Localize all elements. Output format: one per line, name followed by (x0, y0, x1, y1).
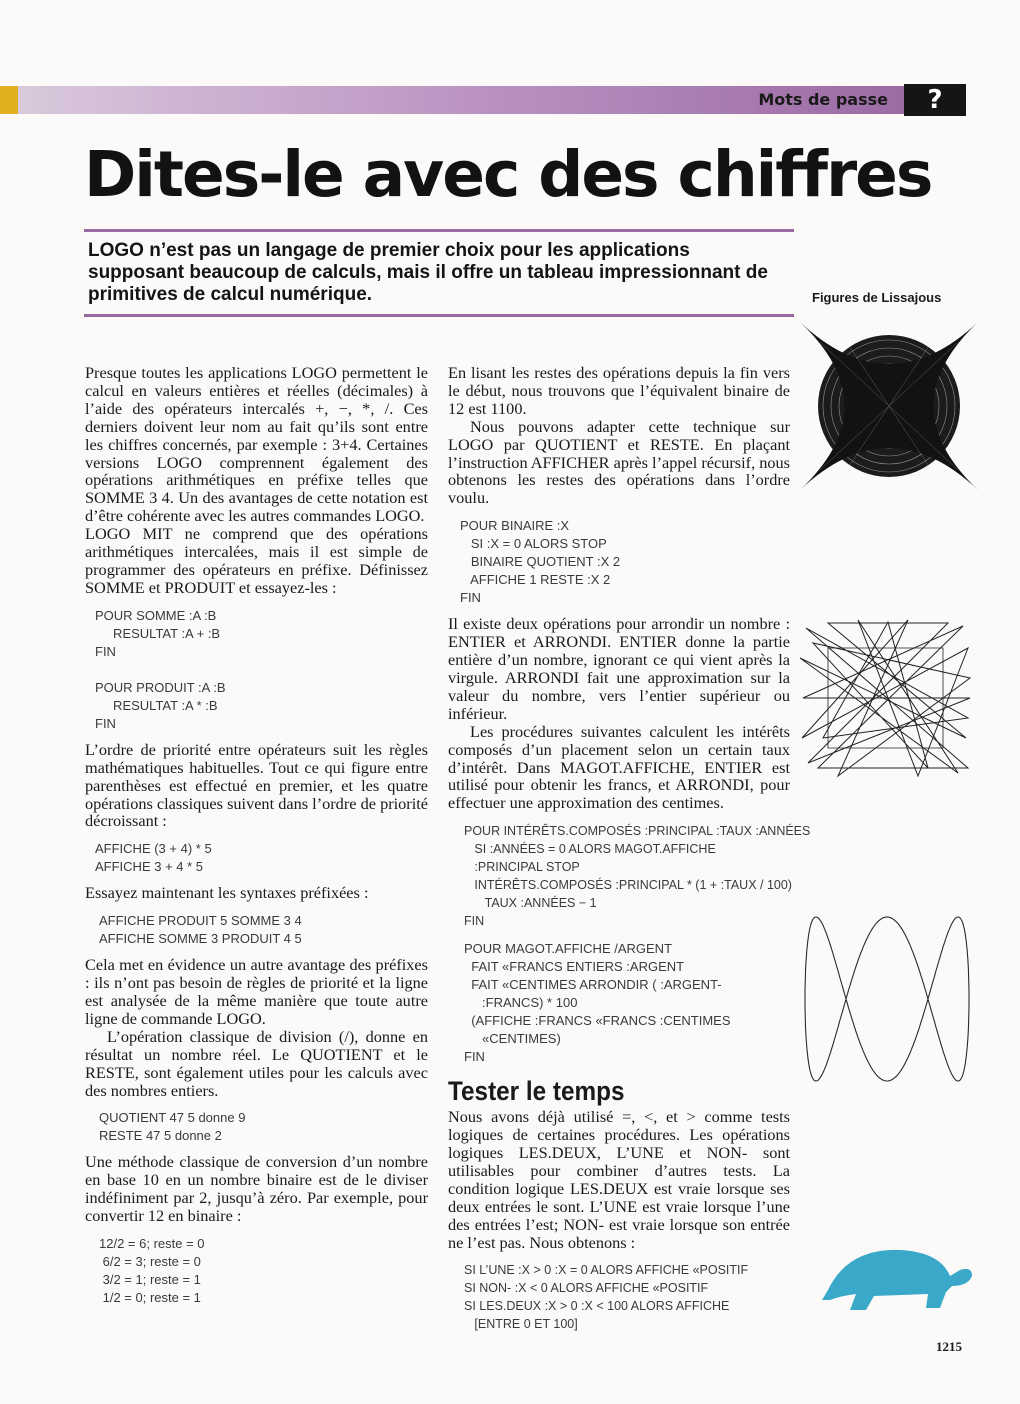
turtle-icon (800, 1242, 975, 1317)
code-block: SI L’UNE :X > 0 :X = 0 ALORS AFFICHE «POSITIF SI NON- :X < 0 ALORS AFFICHE «POSITIF SI LES.DEUX :X > 0 :X < 100 ALORS AFFICHE [ENTRE 0 ET 100] (464, 1263, 749, 1332)
paragraph: Il existe deux opérations pour arrondir un nombre : ENTIER et ARRONDI. ENTIER donne la partie entière d’un nombre, ignorant ce qui vient après la virgule. ARRONDI fait une approximation sur la valeur du nombre, vers l’entier supérieur ou inférieur. (448, 614, 790, 723)
figure-caption: Figures de Lissajous (812, 290, 942, 305)
paragraph: Cela met en évidence un autre avantage des préfixes : ils n’ont pas besoin de règles de priorité et la ligne est analysée de la même manière que toute autre ligne de commande LOGO. (85, 955, 428, 1028)
column-left (85, 364, 428, 1315)
bottom-rule (84, 314, 794, 317)
lissajous-figure-lines (798, 618, 973, 778)
lissajous-figure-star (800, 322, 978, 490)
section-label: Mots de passe (758, 90, 888, 109)
code-block: AFFICHE PRODUIT 5 SOMME 3 4 AFFICHE SOMME 3 PRODUIT 4 5 (99, 913, 302, 947)
paragraph: LOGO MIT ne comprend que des opérations arithmétiques intercalées, mais il est simple de programmer des opérateurs en préfixe. Définissez SOMME et PRODUIT et essayez-les : (85, 524, 428, 597)
paragraph: Les procédures suivantes calculent les intérêts composés d’un placement selon un certain taux d’intérêt. Dans MAGOT.AFFICHE, ENTIER est utilisé pour obtenir les francs, et ARRONDI, pour effectuer une approximation des centimes. (448, 721, 790, 813)
code-block: 12/2 = 6; reste = 0 6/2 = 3; reste = 0 3/2 = 1; reste = 1 1/2 = 0; reste = 1 (99, 1236, 205, 1306)
page-number: 1215 (936, 1339, 962, 1354)
paragraph: L’ordre de priorité entre opérateurs suit les règles mathématiques habituelles. Tout ce qui figure entre parenthèses est effectué en premier, et les quatre opérations classiques suivent dans l’ordre de priorité décroissant : (85, 739, 428, 831)
code-block: POUR INTÉRÊTS.COMPOSÉS :PRINCIPAL :TAUX :ANNÉES SI :ANNÉES = 0 ALORS MAGOT.AFFICHE :PRINCIPAL STOP INTÉRÊTS.COMPOSÉS :PRINCIPAL * (1 + :TAUX / 100) TAUX :ANNÉES − 1 FIN (464, 824, 811, 929)
code-block: POUR SOMME :A :B RESULTAT :A + :B FIN POUR PRODUIT :A :B RESULTAT :A * :B FIN (95, 607, 226, 731)
column-middle (448, 363, 811, 1341)
lissajous-figure-curve (800, 912, 975, 1087)
code-block: POUR BINAIRE :X SI :X = 0 ALORS STOP BINAIRE QUOTIENT :X 2 AFFICHE 1 RESTE :X 2 FIN (460, 518, 621, 606)
code-block: POUR MAGOT.AFFICHE /ARGENT FAIT «FRANCS ENTIERS :ARGENT FAIT «CENTIMES ARRONDIR ( :ARGENT- :FRANCS) * 100 (AFFICHE :FRANCS «FRANCS :CENTIMES «CENTIMES) FIN (464, 941, 731, 1065)
paragraph: Nous avons déjà utilisé =, <, et > comme tests logiques de certaines procédures. Les opérations logiques LES.DEUX, L’UNE et NON- sont utilisables pour combiner d’autres tests. La condition logique LES.DEUX est vraie lorsque ses deux entrées le sont. L’UNE est vraie lorsque l’une des entrées l’est; NON- est vraie lorsque son entrée ne l’est pas. Nous obtenons : (448, 1107, 790, 1252)
intro-text: LOGO n’est pas un langage de premier choix pour les applications supposant beaucoup de calculs, mais il offre un tableau impressionnant de primitives de calcul numérique. (88, 240, 768, 305)
paragraph: Nous pouvons adapter cette technique sur LOGO par QUOTIENT et RESTE. En plaçant l’instruction AFFICHER après l’appel récursif, nous obtenons les restes des opérations dans l’ordre voulu. (448, 416, 790, 508)
section-heading: Tester le temps (448, 1076, 625, 1107)
code-block: QUOTIENT 47 5 donne 9 RESTE 47 5 donne 2 (99, 1110, 246, 1144)
paragraph: Essayez maintenant les syntaxes préfixées : (85, 883, 369, 903)
paragraph: L’opération classique de division (/), donne en résultat un nombre réel. Le QUOTIENT et le RESTE, sont également utiles pour les calculs avec des nombres entiers. (85, 1026, 428, 1100)
paragraph: Presque toutes les applications LOGO permettent le calcul en valeurs entières et réelles (décimales) à l’aide des opérateurs intercalés +, −, *, /. Ces derniers doivent leur nom au fait qu’ils sont entre les chiffres concernés, par exemple : 3+4. Certaines versions LOGO comprennent également des opérations arithmétiques en préfixe telles que SOMME 3 4. Un des avantages de cette notation est d’être cohérente avec les autres commandes LOGO. (85, 363, 428, 526)
yellow-edge-tab (0, 86, 18, 114)
question-mark-icon: ? (904, 84, 966, 116)
lissajous-curve (805, 917, 969, 1081)
page-title: Dites-le avec des chiffres (84, 138, 932, 211)
code-block: AFFICHE (3 + 4) * 5 AFFICHE 3 + 4 * 5 (95, 841, 212, 875)
paragraph: En lisant les restes des opérations depuis la fin vers le début, nous trouvons que l’équivalent binaire de 12 est 1100. (448, 363, 790, 418)
section-band (18, 86, 906, 114)
paragraph: Une méthode classique de conversion d’un nombre en base 10 en un nombre binaire est de le diviser indéfiniment par 2, jusqu’à zéro. Par exemple, pour convertir 12 en binaire : (85, 1152, 428, 1226)
top-rule (84, 229, 794, 232)
